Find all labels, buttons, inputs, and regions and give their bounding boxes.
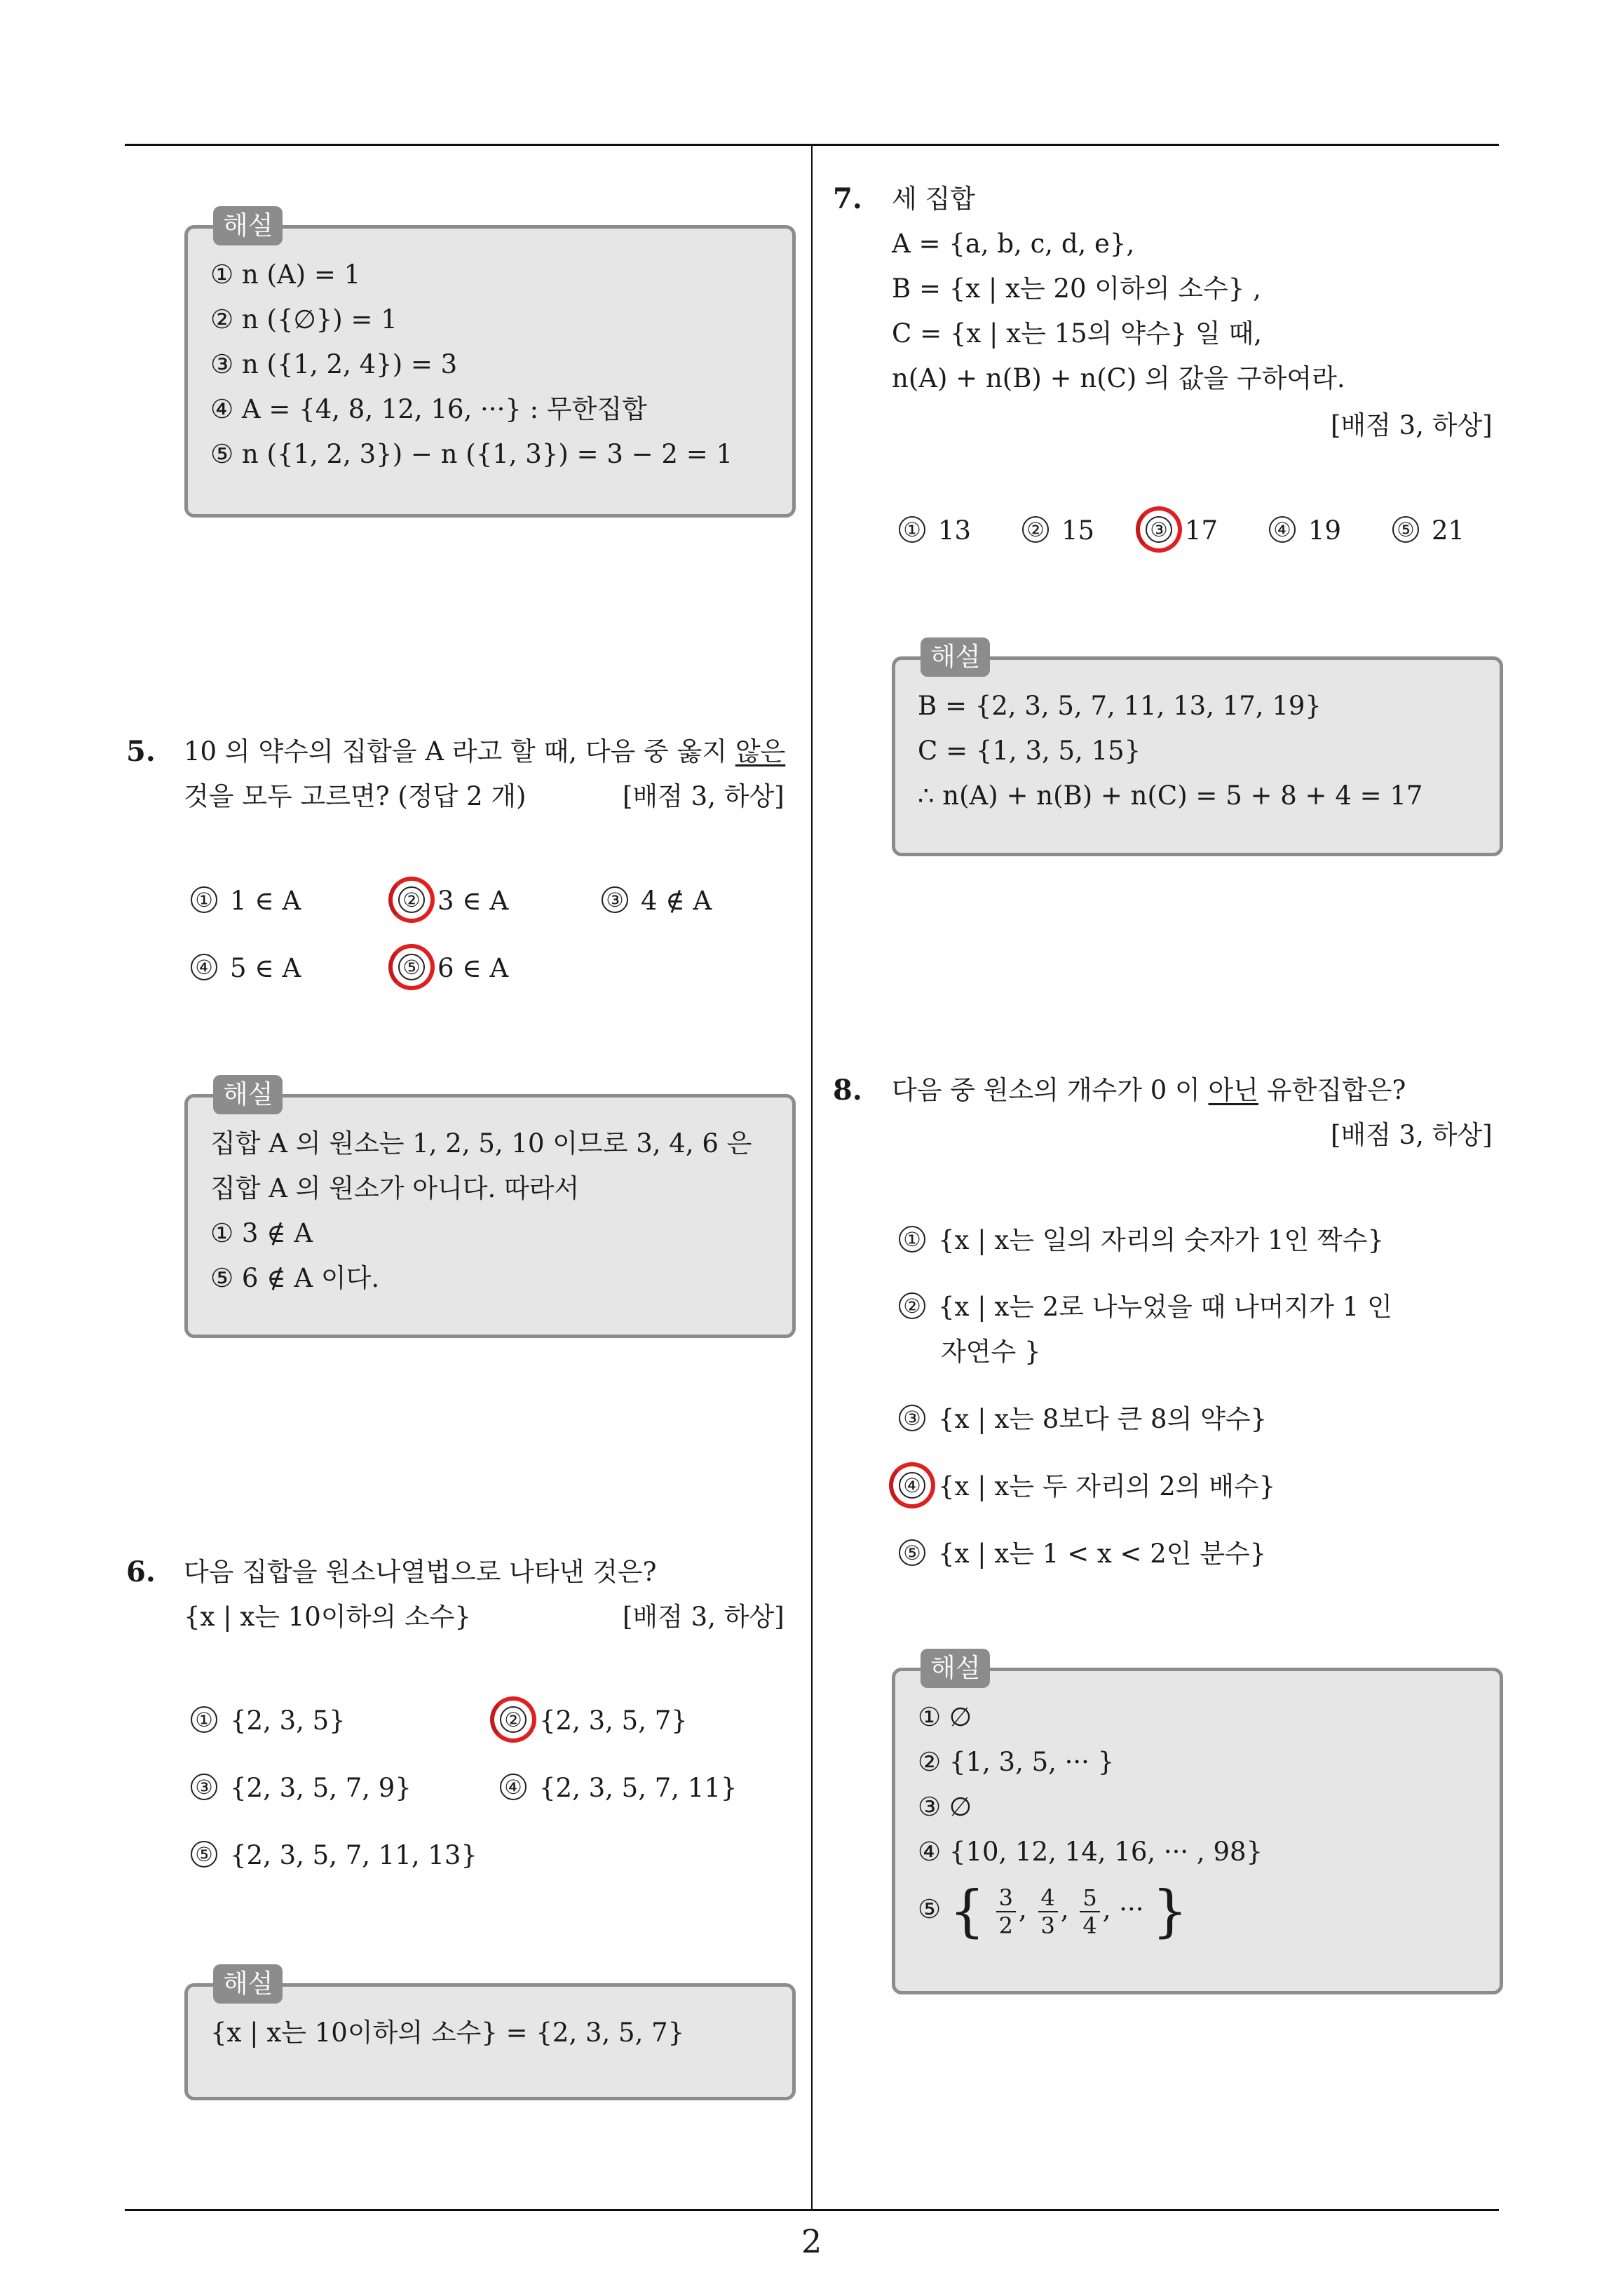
solution-line: ④ {10, 12, 14, 16, ··· , 98}	[918, 1837, 1263, 1867]
q7-solution-lines	[918, 684, 1422, 818]
choice-text: 21	[1432, 515, 1465, 546]
choice-2[interactable]	[500, 1699, 688, 1743]
question-line: C = {x | x는 15의 약수} 일 때,	[892, 318, 1262, 349]
ellipsis: ···	[1119, 1894, 1144, 1924]
solution-mark: ⑤	[918, 1894, 942, 1924]
choice-text: {2, 3, 5, 7, 11, 13}	[230, 1840, 478, 1870]
choice-text: {x | x는 1 < x < 2인 분수}	[938, 1539, 1267, 1569]
question-text	[184, 729, 785, 774]
solution-line: ③ n ({1, 2, 4}) = 3	[210, 349, 458, 379]
choice-text: 6 ∈ A	[437, 953, 509, 983]
solution-tag: 해설	[213, 1964, 283, 2004]
choice-3[interactable]	[191, 1766, 412, 1811]
choice-text: 5 ∈ A	[230, 953, 301, 983]
points-label: [배점 3, 하상]	[623, 781, 785, 811]
right-brace: }	[1152, 1878, 1188, 1944]
underlined-word: 아닌	[1208, 1075, 1259, 1105]
solution-line: {x | x는 10이하의 소수} = {2, 3, 5, 7}	[210, 2018, 685, 2048]
choice-2-continuation: 자연수 }	[941, 1337, 1041, 1367]
solution-tag: 해설	[213, 1075, 283, 1114]
solution-line: 집합 A 의 원소가 아니다. 따라서	[210, 1173, 580, 1203]
solution-line: ① ∅	[918, 1702, 972, 1732]
choice-1[interactable]	[191, 879, 301, 924]
choice-number-icon: ③	[191, 1774, 217, 1800]
q8-solution-lines	[918, 1695, 1263, 1945]
choice-text: 17	[1185, 515, 1218, 546]
choice-number-icon: ②	[1022, 516, 1049, 543]
choice-number-icon: ③	[1146, 516, 1172, 543]
question-number: 5.	[126, 735, 156, 768]
choice-number-icon: ②	[500, 1706, 527, 1733]
solution-line: ① 3 ∉ A	[210, 1218, 313, 1248]
choice-5[interactable]	[899, 1532, 1266, 1576]
solution-line: ⑤ n ({1, 2, 3}) − n ({1, 3}) = 3 − 2 = 1	[210, 439, 733, 469]
question-line: 세 집합	[892, 184, 975, 214]
q8-solution-box	[892, 1653, 1503, 1994]
solution-line: ⑤ 6 ∉ A 이다.	[210, 1263, 380, 1293]
solution-line: 집합 A 의 원소는 1, 2, 5, 10 이므로 3, 4, 6 은	[210, 1128, 752, 1159]
page-number: 2	[801, 2222, 822, 2260]
fraction: $\frac{4}{3}$	[1038, 1884, 1058, 1939]
solution-tag: 해설	[921, 1649, 990, 1688]
left-brace: {	[949, 1878, 985, 1944]
solution-line: ④ A = {4, 8, 12, 16, ···} : 무한집합	[210, 394, 647, 424]
choice-text: 1 ∈ A	[230, 886, 301, 916]
choice-4[interactable]	[500, 1766, 737, 1811]
choice-text: 4 ∉ A	[641, 886, 712, 916]
choice-text: 15	[1061, 515, 1095, 546]
choice-number-icon: ④	[899, 1472, 925, 1499]
choice-text: 13	[938, 515, 972, 546]
q6-solution-box	[184, 1969, 796, 2100]
choice-number-icon: ②	[899, 1292, 925, 1319]
choice-text: {x | x는 두 자리의 2의 배수}	[938, 1471, 1276, 1501]
choice-number-icon: ②	[398, 886, 425, 913]
question-number: 7.	[833, 182, 862, 215]
underlined-word: 않은	[735, 736, 786, 767]
fraction: $\frac{5}{4}$	[1080, 1884, 1099, 1939]
choice-number-icon: ⑤	[899, 1539, 925, 1566]
question-line: 유한집합은?	[1258, 1075, 1406, 1105]
question-body	[892, 177, 1345, 401]
q7-solution-box	[892, 642, 1503, 856]
choice-text: 19	[1308, 515, 1342, 546]
choice-3[interactable]	[602, 879, 712, 924]
choice-text: {x | x는 일의 자리의 숫자가 1인 짝수}	[938, 1225, 1385, 1255]
question-line: 다음 중 원소의 개수가 0 이	[892, 1075, 1209, 1105]
question-line: A = {a, b, c, d, e},	[892, 229, 1135, 259]
choice-text: 3 ∈ A	[437, 886, 509, 916]
choice-1[interactable]	[899, 508, 971, 553]
points-label: [배점 3, 하상]	[1331, 1120, 1493, 1150]
choice-number-icon: ⑤	[398, 954, 425, 980]
question-line: {x | x는 10이하의 소수}	[184, 1602, 471, 1632]
question-line: B = {x | x는 20 이하의 소수} ,	[892, 274, 1261, 304]
points-label: [배점 3, 하상]	[623, 1602, 785, 1632]
choice-text: {2, 3, 5}	[230, 1706, 346, 1736]
choice-3[interactable]	[899, 1397, 1267, 1442]
q5-solution-lines	[210, 1121, 752, 1301]
solution-line: B = {2, 3, 5, 7, 11, 13, 17, 19}	[918, 691, 1322, 721]
question-line: n(A) + n(B) + n(C) 의 값을 구하여라.	[892, 363, 1345, 393]
choice-text: {x | x는 8보다 큰 8의 약수}	[938, 1404, 1268, 1434]
choice-text: {2, 3, 5, 7, 9}	[230, 1773, 412, 1803]
answer-mark-icon	[1136, 506, 1182, 553]
choice-text: {2, 3, 5, 7, 11}	[539, 1773, 738, 1803]
question-line: 10 의 약수의 집합을 A 라고 할 때, 다음 중 옳지	[184, 736, 735, 767]
choice-1[interactable]	[899, 1218, 1384, 1263]
choice-number-icon: ①	[899, 1226, 925, 1252]
answer-mark-icon	[490, 1696, 536, 1743]
choice-number-icon: ①	[899, 516, 925, 543]
fraction: $\frac{3}{2}$	[996, 1884, 1016, 1939]
answer-mark-icon	[889, 1462, 935, 1508]
column-divider	[811, 145, 813, 2210]
solution-line: ② n ({∅}) = 1	[210, 304, 398, 335]
choice-5[interactable]	[1392, 508, 1465, 553]
choice-text: {2, 3, 5, 7}	[539, 1706, 688, 1736]
q4-solution-lines	[210, 252, 733, 477]
choice-2[interactable]	[899, 1285, 1392, 1330]
choice-number-icon: ①	[191, 1706, 217, 1733]
choice-2[interactable]	[1022, 508, 1094, 553]
choice-3[interactable]	[1146, 508, 1218, 553]
solution-line: ∴ n(A) + n(B) + n(C) = 5 + 8 + 4 = 17	[918, 781, 1423, 811]
choice-number-icon: ④	[500, 1774, 527, 1800]
choice-5[interactable]	[398, 946, 508, 991]
choice-1[interactable]	[191, 1699, 346, 1743]
choice-5[interactable]	[191, 1833, 477, 1878]
choice-number-icon: ④	[191, 954, 217, 980]
choice-number-icon: ④	[1269, 516, 1296, 543]
choice-4[interactable]	[899, 1464, 1275, 1509]
question-number: 6.	[126, 1555, 156, 1588]
choice-4[interactable]	[1269, 508, 1341, 553]
q5-solution-box	[184, 1079, 796, 1338]
choice-text: {x | x는 2로 나누었을 때 나머지가 1 인	[938, 1292, 1392, 1322]
answer-mark-icon	[388, 877, 435, 923]
choice-2[interactable]	[398, 879, 508, 924]
solution-line: ① n (A) = 1	[210, 259, 361, 290]
solution-line-fraction-set: ⑤ { $\frac{3}{2}$ , $\frac{4}{3}$ , $\frac{5}{4}$ , ··· }	[918, 1878, 1188, 1944]
q6-solution-lines	[210, 2011, 684, 2055]
solution-tag: 해설	[921, 637, 990, 677]
solution-tag: 해설	[213, 206, 283, 245]
solution-line: C = {1, 3, 5, 15}	[918, 736, 1141, 766]
question-text	[892, 1068, 1406, 1113]
choice-number-icon: ③	[602, 886, 628, 913]
choice-number-icon: ⑤	[191, 1841, 217, 1868]
choice-number-icon: ⑤	[1392, 516, 1419, 543]
answer-mark-icon	[388, 944, 435, 990]
solution-line: ② {1, 3, 5, ··· }	[918, 1747, 1115, 1777]
question-number: 8.	[833, 1074, 862, 1107]
solution-line: ③ ∅	[918, 1792, 972, 1822]
choice-4[interactable]	[191, 946, 301, 991]
choice-number-icon: ①	[191, 886, 217, 913]
points-label: [배점 3, 하상]	[1331, 410, 1493, 440]
question-line: 것을 모두 고르면? (정답 2 개)	[184, 781, 527, 811]
q4-solution-box	[184, 210, 796, 518]
choice-number-icon: ③	[899, 1405, 925, 1431]
question-line: 다음 집합을 원소나열법으로 나타낸 것은?	[184, 1557, 657, 1587]
